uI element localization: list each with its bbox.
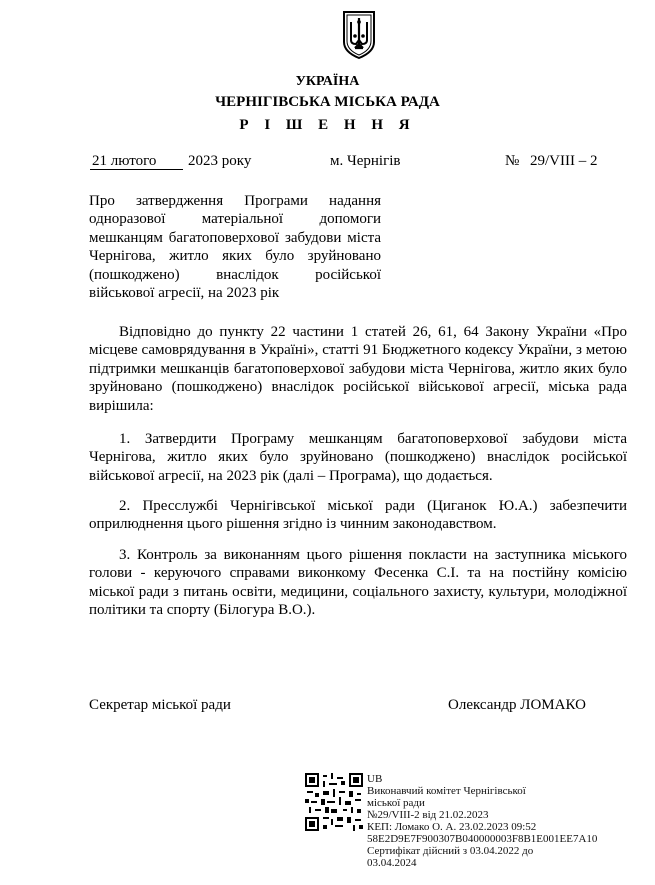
decision-item-1: 1. Затвердити Програму мешканцям багатоповерхової забудови міста Чернігова, житло яких було зруйновано (пошкоджено) внаслідок російської військової агресії, на 2023 рік (далі – Програма), що додається. — [89, 431, 627, 484]
decision-date-year: 2023 року — [188, 153, 252, 169]
digital-signature-stamp — [367, 773, 655, 869]
stamp-line: 03.04.2024 — [367, 857, 417, 869]
stamp-line: UB — [367, 773, 383, 785]
signatory-name: Олександр ЛОМАКО — [448, 697, 586, 713]
stamp-line: Сертифікат дійсний з 03.04.2022 до — [367, 845, 534, 857]
stamp-line: 58E2D9E7F900307B040000003F8B1E001EE7A10 — [367, 833, 598, 845]
header-country: УКРАЇНА — [295, 74, 360, 89]
decision-number: 29/VIII – 2 — [530, 153, 598, 169]
stamp-line: КЕП: Ломако О. А. 23.02.2023 09:52 — [367, 821, 537, 833]
header-council: ЧЕРНІГІВСЬКА МІСЬКА РАДА — [215, 94, 440, 110]
stamp-line: №29/VIII-2 від 21.02.2023 — [367, 809, 489, 821]
preamble-paragraph: Відповідно до пункту 22 частини 1 статей 26, 61, 64 Закону України «Про місцеве самоврядування в Україні», статті 91 Бюджетного кодексу України, з метою підтримки мешканців багатоповерхової забудови міста Чернігова, житло яких було зруйновано (пошкоджено) внаслідок російської військової агресії, міська рада вирішила: — [89, 324, 627, 414]
coat-of-arms-icon — [342, 10, 376, 60]
stamp-line: Виконавчий комітет Чернігівської — [367, 785, 526, 797]
stamp-line: міської ради — [367, 797, 425, 809]
decision-date-day: 21 лютого — [90, 153, 183, 170]
decision-city: м. Чернігів — [330, 153, 401, 169]
decision-item-2: 2. Пресслужбі Чернігівської міської ради (Циганок Ю.А.) забезпечити оприлюднення цього рішення згідно із чинним законодавством. — [89, 498, 627, 533]
decision-subject: Про затвердження Програми надання одноразової матеріальної допомоги мешканцям багатоповерхової забудови міста Чернігова, житло яких було зруйновано (пошкоджено) внаслідок російської військової агресії, на 2023 рік — [89, 193, 381, 302]
qr-code-icon — [305, 773, 363, 831]
decision-number-sign: № — [505, 153, 520, 169]
signatory-title: Секретар міської ради — [89, 697, 231, 713]
header-doc-type: Р І Ш Е Н Н Я — [239, 117, 416, 133]
decision-item-3: 3. Контроль за виконанням цього рішення покласти на заступника міського голови - керуючого справами виконкому Фесенка С.І. та на постійну комісію міської ради з питань освіти, медицини, соціального захисту, культури, молодіжної політики та спорту (Білогура В.О.). — [89, 547, 627, 619]
